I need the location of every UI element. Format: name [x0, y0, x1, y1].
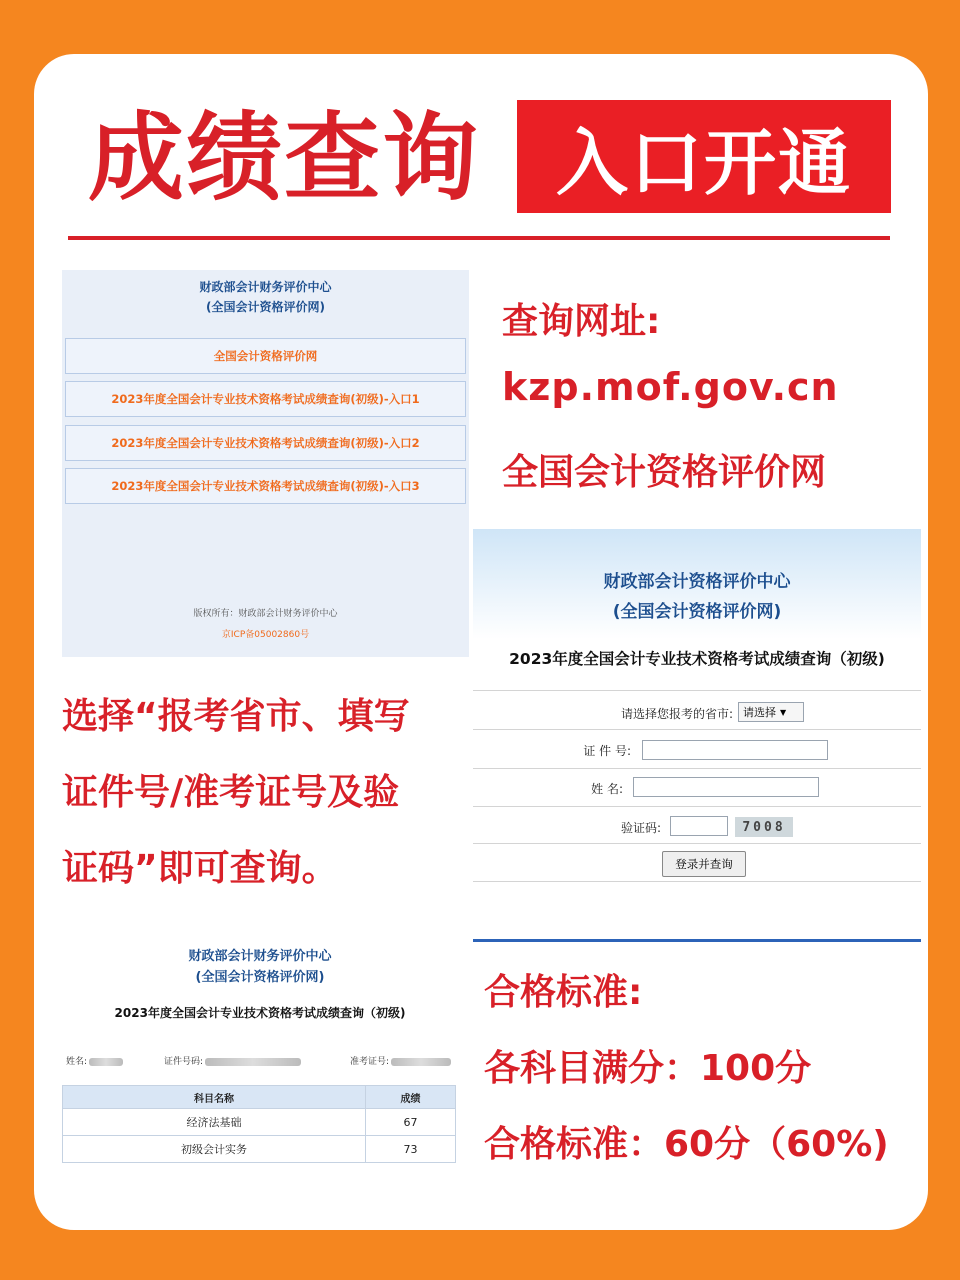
pass-score-text: 合格标准：60分（60%): [484, 1124, 889, 1165]
result-name-field: [66, 1054, 123, 1067]
name-input[interactable]: [633, 777, 819, 797]
result-name-label: 姓名:: [66, 1057, 88, 1067]
instruction-line-3: 证码”即可查询。: [62, 848, 338, 889]
standard-heading: 合格标准:: [484, 972, 643, 1013]
result-screenshot: [62, 935, 458, 1167]
portal-icp[interactable]: 京ICP备05002860号: [221, 630, 310, 640]
subject-cell: 初级会计实务: [63, 1136, 366, 1163]
portal-org-name: 财政部会计财务评价中心: [199, 280, 332, 294]
result-ticket-field: [350, 1054, 451, 1067]
poster-title: 成绩查询: [88, 102, 480, 214]
form-divider-2: [473, 768, 921, 769]
entry-open-badge: 入口开通: [517, 100, 891, 213]
portal-link-site[interactable]: 全国会计资格评价网: [65, 338, 466, 374]
form-divider-1: [473, 729, 921, 730]
portal-screenshot: [62, 270, 469, 657]
result-id-field: [164, 1054, 301, 1067]
form-divider-top: [473, 690, 921, 691]
captcha-image[interactable]: 7008: [735, 817, 793, 837]
result-subtitle: 2023年度全国会计专业技术资格考试成绩查询（初级): [114, 1006, 406, 1020]
captcha-input[interactable]: [670, 816, 728, 836]
column-subject: 科目名称: [63, 1086, 366, 1109]
score-table: [62, 1085, 456, 1163]
result-org-sub: (全国会计资格评价网): [195, 970, 325, 985]
query-form-screenshot: [473, 529, 921, 942]
url-text: kzp.mof.gov.cn: [502, 365, 839, 409]
result-id-label: 证件号码:: [164, 1057, 204, 1067]
result-ticket-label: 准考证号:: [350, 1057, 390, 1067]
form-divider-5: [473, 881, 921, 882]
score-cell: 67: [366, 1109, 456, 1136]
url-label: 查询网址:: [502, 301, 661, 342]
table-row: [63, 1136, 456, 1163]
form-org-name: 财政部会计资格评价中心: [603, 572, 791, 592]
instruction-line-1: 选择“报考省市、填写: [62, 696, 410, 737]
id-label: 证 件 号:: [583, 744, 631, 758]
province-select-value: 请选择: [743, 706, 776, 719]
score-cell: 73: [366, 1136, 456, 1163]
full-score-text: 各科目满分：100分: [484, 1048, 812, 1089]
submit-query-button[interactable]: 登录并查询: [662, 851, 746, 877]
portal-link-entry-2[interactable]: 2023年度全国会计专业技术资格考试成绩查询(初级)-入口2: [65, 425, 466, 461]
form-subtitle: 2023年度全国会计专业技术资格考试成绩查询（初级): [509, 650, 885, 668]
form-divider-4: [473, 843, 921, 844]
title-divider: [68, 236, 890, 240]
portal-link-entry-3[interactable]: 2023年度全国会计专业技术资格考试成绩查询(初级)-入口3: [65, 468, 466, 504]
column-score: 成绩: [366, 1086, 456, 1109]
table-row: [63, 1109, 456, 1136]
instruction-line-2: 证件号/准考证号及验: [62, 772, 400, 813]
redacted-name: [89, 1058, 123, 1066]
score-table-header: [63, 1086, 456, 1109]
form-org-sub: (全国会计资格评价网): [612, 602, 782, 622]
portal-org-sub: (全国会计资格评价网): [206, 300, 325, 314]
portal-link-entry-1[interactable]: 2023年度全国会计专业技术资格考试成绩查询(初级)-入口1: [65, 381, 466, 417]
redacted-id: [205, 1058, 301, 1066]
chevron-down-icon: ▼: [780, 707, 787, 717]
result-org-name: 财政部会计财务评价中心: [188, 949, 332, 964]
site-name: 全国会计资格评价网: [502, 452, 827, 493]
captcha-label: 验证码:: [620, 821, 661, 835]
name-label: 姓 名:: [591, 782, 623, 796]
province-label: 请选择您报考的省市:: [620, 707, 733, 721]
redacted-ticket: [391, 1058, 451, 1066]
form-divider-3: [473, 806, 921, 807]
subject-cell: 经济法基础: [63, 1109, 366, 1136]
portal-copyright: 版权所有：财政部会计财务评价中心: [193, 609, 338, 619]
province-select[interactable]: [738, 702, 804, 722]
id-input[interactable]: [642, 740, 828, 760]
